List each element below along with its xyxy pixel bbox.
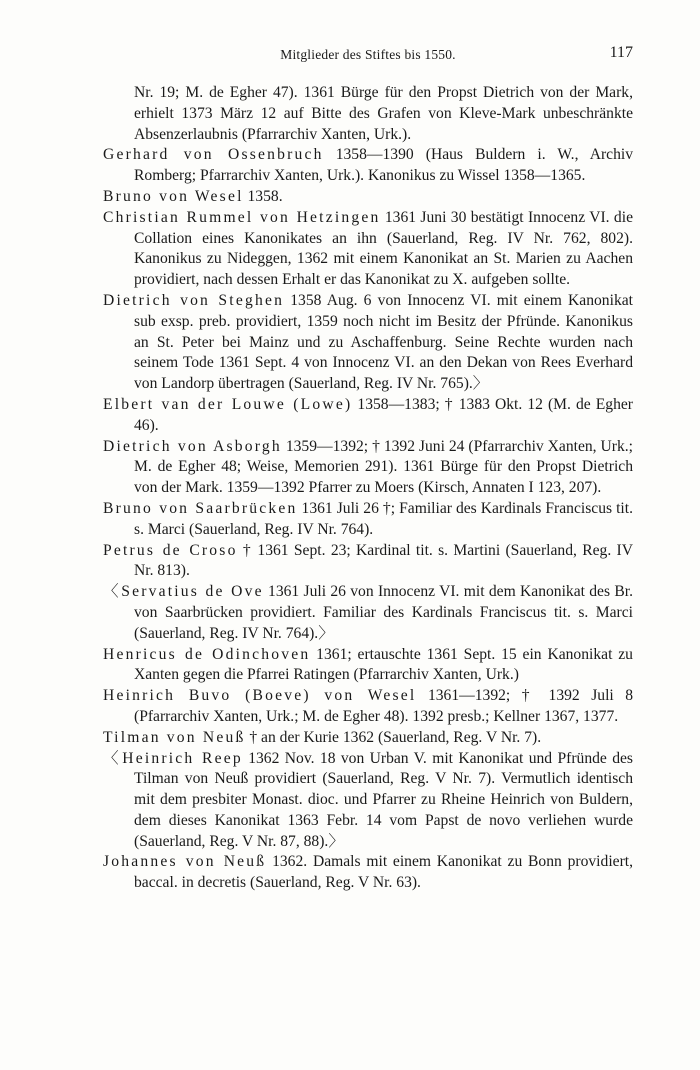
entry	[103, 145, 633, 187]
entry-continuation	[103, 83, 633, 145]
page-body	[103, 83, 633, 894]
entry	[103, 852, 633, 894]
entry	[103, 541, 633, 583]
entry-text: 1358—1390 (Haus Buldern i. W., Archiv Romberg; Pfarrarchiv Xanten, Urk.). Kanonikus zu Wissel 1358—1365.	[134, 146, 633, 185]
entry-name: Gerhard von Ossenbruch	[103, 146, 324, 164]
entry-text: 1358—1383; † 1383 Okt. 12 (M. de Egher 46).	[134, 395, 634, 434]
entry	[103, 187, 633, 208]
entry-text: 1361—1392; † 1392 Juli 8 (Pfarrarchiv Xanten, Urk.; M. de Egher 48). 1392 presb.; Kellner 1367, 1377.	[134, 687, 633, 725]
entry-text: † 1361 Sept. 23; Kardinal tit. s. Martini (Sauerland, Reg. IV Nr. 813).	[134, 541, 633, 580]
entry-name: Elbert van der Louwe (Lowe)	[103, 395, 353, 413]
entry-text: 1359—1392; † 1392 Juni 24 (Pfarrarchiv Xanten, Urk.; M. de Egher 48; Weise, Memorien 291). 1361 Bürge für den Propst Dietrich von der Mark. 1359—1392 Pfarrer zu Moers (Kirsch, Annaten I 123, 207).	[134, 437, 633, 497]
entry-name: Johannes von Neuß	[103, 853, 267, 871]
entry-text: 1362. Damals mit einem Kanonikat zu Bonn providiert, baccal. in decretis (Sauerland, Reg. V Nr. 63).	[134, 853, 633, 892]
entry-text: 1361 Juli 26 von Innocenz VI. mit dem Kanonikat des Br. von Saarbrücken providiert. Familiar des Kardinals Franciscus tit. s. Marci (Sauerland, Reg. IV Nr. 764).〉	[134, 583, 633, 642]
entry	[103, 499, 633, 541]
entry	[103, 582, 633, 644]
entry-text: 1362 Nov. 18 von Urban V. mit Kanonikat und Pfründe des Tilman von Neuß providiert (Sauerland, Reg. V Nr. 7). Vermutlich identisch mit dem presbiter Monast. dioc. und Pfarrer zu Rheine Heinrich von Buldern, dem dieses Kanonikat 1363 Febr. 14 vom Papst de novo verliehen wurde (Sauerland, Reg. V Nr. 87, 88).〉	[134, 749, 633, 850]
entry-text: 1361 Juli 26 †; Familiar des Kardinals Franciscus tit. s. Marci (Sauerland, Reg. IV Nr. 764).	[134, 499, 633, 538]
entry-text: 1358.	[243, 187, 283, 205]
entry-name: Heinrich Buvo (Boeve) von Wesel	[103, 687, 417, 705]
page-number: 117	[609, 44, 633, 61]
entry-name: Dietrich von Asborgh	[103, 437, 282, 455]
entry-text: 1361; ertauschte 1361 Sept. 15 ein Kanonikat zu Xanten gegen die Pfarrei Ratingen (Pfarrarchiv Xanten, Urk.)	[134, 645, 633, 684]
entry-name: Henricus de Odinchoven	[103, 645, 311, 663]
entry-name: Bruno von Wesel	[103, 187, 244, 205]
entry	[103, 437, 633, 499]
entry	[103, 728, 633, 749]
entry	[103, 686, 633, 728]
entry-text: 1358 Aug. 6 von Innocenz VI. mit einem Kanonikat sub exsp. preb. providiert, 1359 noch nicht im Besitz der Pfründe. Kanonikus an St. Peter bei Mainz und zu Aschaffenburg. Seine Rechte wurden nach seinem Tode 1361 Sept. 4 von Innocenz VI. an den Dekan von Rees Everhard von Landorp übertragen (Sauerland, Reg. IV Nr. 765).〉	[134, 291, 633, 393]
entry	[103, 749, 633, 853]
entry-name: 〈Heinrich Reep	[103, 749, 243, 767]
running-title: Mitglieder des Stiftes bis 1550.	[280, 47, 456, 62]
entry-text: Nr. 19; M. de Egher 47). 1361 Bürge für den Propst Dietrich von der Mark, erhielt 1373 März 12 auf Bitte des Grafen von Kleve-Mark unbeschränkte Absenzerlaubnis (Pfarrarchiv Xanten, Urk.).	[134, 84, 633, 143]
entry-name: Christian Rummel von Hetzingen	[103, 208, 381, 226]
entry-name: 〈Servatius de Ove	[103, 583, 264, 601]
entry-name: Petrus de Croso	[103, 541, 238, 559]
entry	[103, 645, 633, 687]
entry-name: Bruno von Saarbrücken	[103, 499, 298, 517]
entry	[103, 208, 633, 291]
entry-name: Tilman von Neuß	[103, 728, 246, 746]
entry-text: † an der Kurie 1362 (Sauerland, Reg. V Nr. 7).	[245, 728, 542, 746]
entry	[103, 291, 633, 395]
entry-name: Dietrich von Steghen	[103, 291, 285, 309]
entry-text: 1361 Juni 30 bestätigt Innocenz VI. die Collation eines Kanonikates an ihn (Sauerland, Reg. IV Nr. 762, 802). Kanonikus zu Nideggen, 1362 mit einem Kanonikat an St. Marien zu Aachen providiert, nach dessen Erhalt er das Kanonikat zu X. aufgeben sollte.	[134, 208, 633, 289]
entry	[103, 395, 633, 437]
page-header	[103, 44, 633, 68]
